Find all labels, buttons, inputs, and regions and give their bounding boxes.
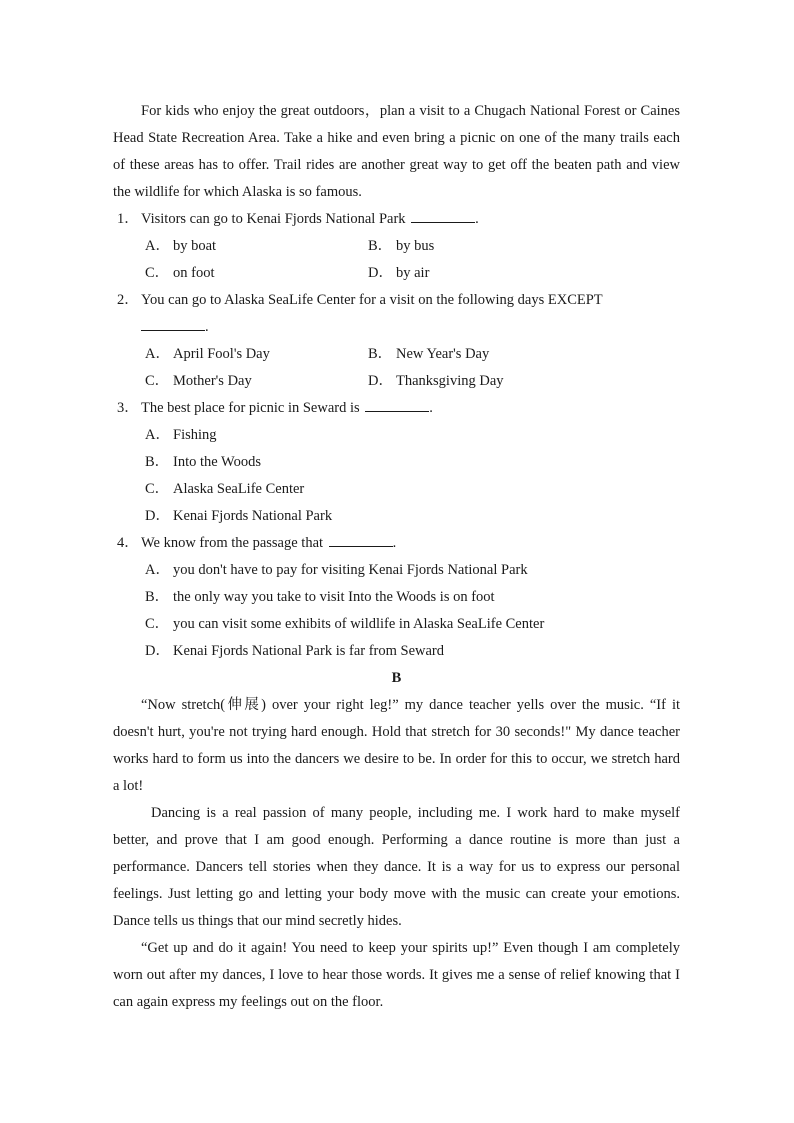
passage-b-paragraph-3: “Get up and do it again! You need to keep your spirits up!” Even though I am completely worn out after my dances, I love to hear those words. It gives me a sense of relief knowing that I can again express my feelings out on the floor. [113,940,680,1010]
option-a: A． April Fool's Day [145,346,270,362]
question-stem: You can go to Alaska SeaLife Center for a visit on the following days EXCEPT . [141,292,603,335]
options [145,557,680,665]
option-a: A． Fishing [145,427,217,443]
option-d: D． Kenai Fjords National Park is far from Seward [145,643,445,659]
intro-paragraph: For kids who enjoy the great outdoors，plan a visit to a Chugach National Forest or Caines Head State Recreation Area. Take a hike and even bring a picnic on one of the many trails each of these areas has to offer. Trail rides are another great way to get off the beaten path and view the wildlife for which Alaska is so famous. [113,103,680,200]
question-stem: We know from the passage that . [141,530,680,557]
question-number: 2． [117,292,139,308]
passage-b-paragraph-2: Dancing is a real passion of many people, including me. I work hard to make myself better, and prove that I am good enough. Performing a dance routine is more than just a performance. Dancers tell stories when they dance. It is a way for us to express our personal feelings. Just letting go and letting your body move with the music can create your emotions. Dance tells us things that our mind secretly hides. [113,805,680,929]
question-3 [113,395,680,530]
answer-blank [365,397,429,412]
passage-b-paragraph-1: “Now stretch(伸展) over your right leg!” my dance teacher yells over the music. “If it doesn't hurt, you're not trying hard enough. Hold that stretch for 30 seconds!" My dance teacher works hard to form us into the dancers we desire to be. In order for this to occur, we stretch hard a lot! [113,697,680,794]
option-a: A． by boat [145,238,217,254]
section-b-title: B [391,670,402,686]
question-number: 3． [117,400,139,416]
option-b: B． Into the Woods [145,454,261,470]
option-c: C． Alaska SeaLife Center [145,481,305,497]
question-2 [113,287,680,395]
option-d: D． by air [368,265,430,281]
option-a: A． you don't have to pay for visiting Kenai Fjords National Park [145,562,528,578]
option-c: C． Mother's Day [145,373,252,389]
question-stem: The best place for picnic in Seward is . [141,395,680,422]
document-page [113,98,680,1016]
question-number: 1． [117,211,139,227]
option-b: B． the only way you take to visit Into the Woods is on foot [145,589,495,605]
option-d: D． Thanksgiving Day [368,373,504,389]
option-c: C． on foot [145,265,215,281]
question-stem: Visitors can go to Kenai Fjords National Park . [141,206,680,233]
answer-blank [411,208,475,223]
question-number: 4． [117,535,139,551]
option-d: D． Kenai Fjords National Park [145,508,333,524]
option-c: C． you can visit some exhibits of wildlife in Alaska SeaLife Center [145,616,545,632]
question-4 [113,530,680,665]
option-b: B． by bus [368,238,435,254]
answer-blank [329,532,393,547]
answer-blank [141,316,205,331]
question-1 [113,206,680,287]
options [145,341,680,395]
options [145,422,680,530]
options [145,233,680,287]
option-b: B． New Year's Day [368,346,490,362]
